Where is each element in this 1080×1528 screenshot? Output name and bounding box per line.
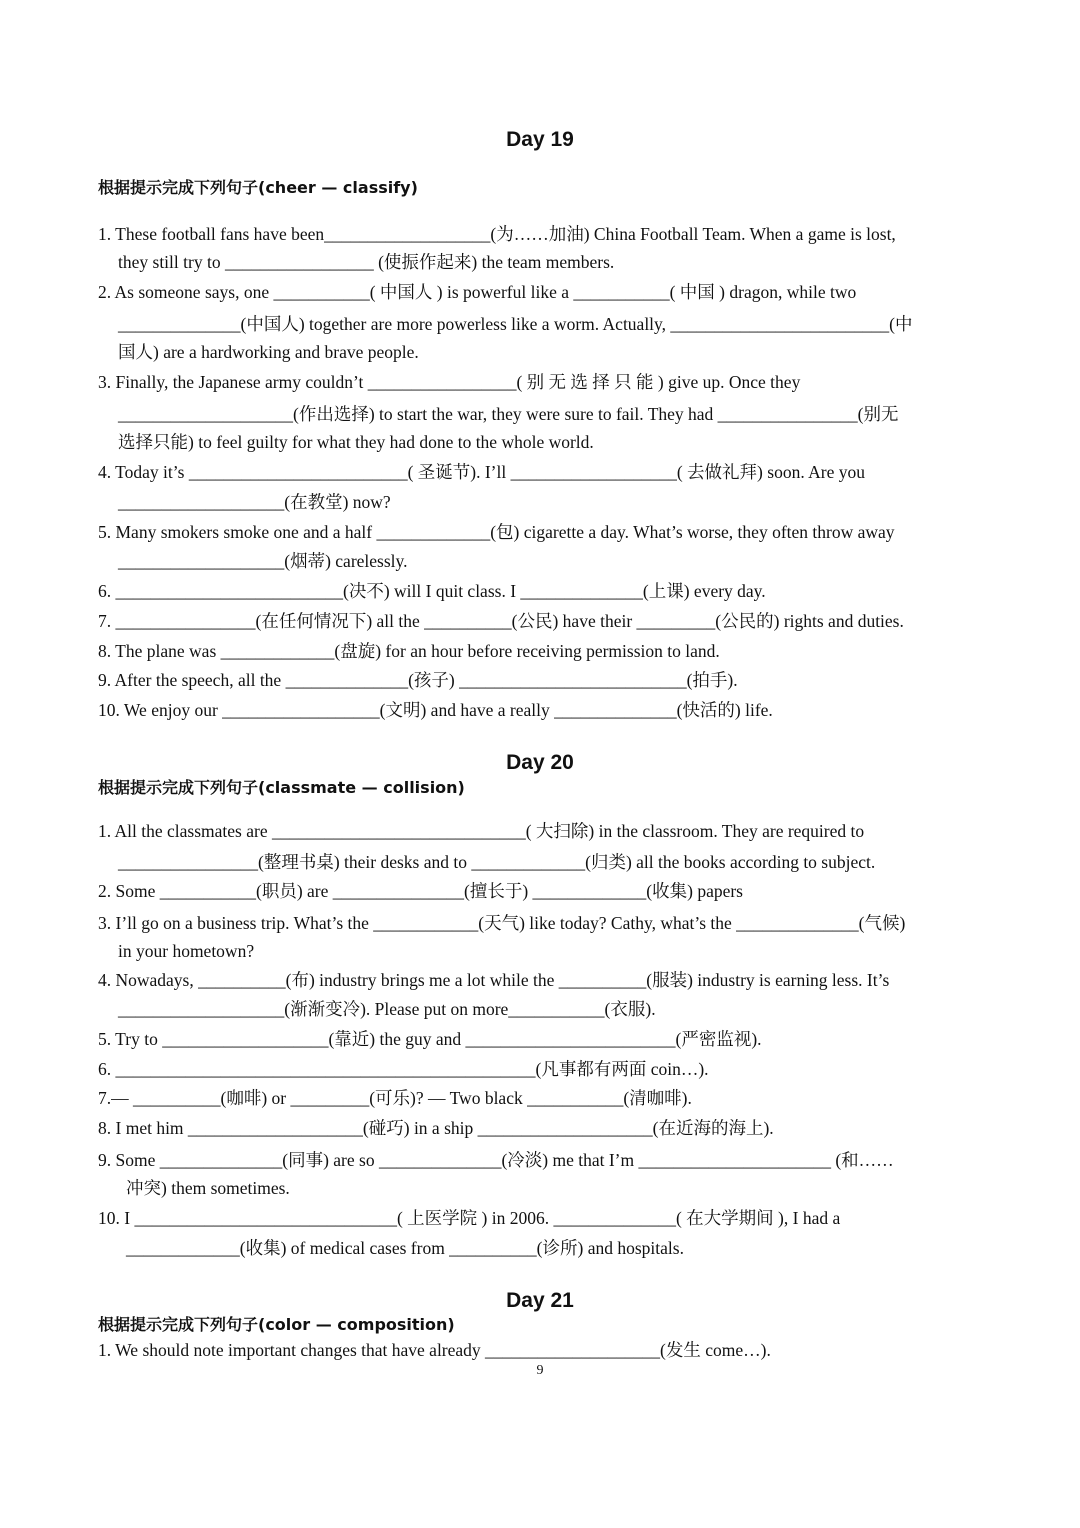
page-number: 9: [536, 1363, 544, 1378]
exercise-line: 8. The plane was _____________(盘旋) for an hour before receiving permission to land.: [98, 641, 720, 661]
section-title-day-21: Day 21: [506, 1289, 574, 1312]
exercise-line: they still try to _________________ (使振作起来) the team members.: [118, 252, 615, 272]
exercise-line: 1. We should note important changes that have already ____________________(发生 come…).: [98, 1340, 771, 1360]
exercise-line: 7. ________________(在任何情况下) all the __________(公民) have their _________(公民的) rights and duties.: [98, 611, 904, 631]
exercise-line: 10. We enjoy our __________________(文明) and have a really ______________(快活的) life.: [98, 700, 773, 720]
exercise-line: 2. Some ___________(职员) are _______________(擅长于) _____________(收集) papers: [98, 881, 743, 901]
section-title-day-19: Day 19: [506, 128, 574, 151]
exercise-line: 2. As someone says, one ___________( 中国人 ) is powerful like a ___________( 中国 ) dragon, while two: [98, 282, 857, 302]
exercise-line: 1. These football fans have been___________________(为……加油) China Football Team. When a game is lost,: [98, 224, 896, 244]
exercise-line: 3. I’ll go on a business trip. What’s the ____________(天气) like today? Cathy, what’s the ______________(气候): [98, 913, 906, 933]
exercise-line: 5. Many smokers smoke one and a half _____________(包) cigarette a day. What’s worse, they often throw away: [98, 522, 895, 542]
exercise-line: 5. Try to ___________________(靠近) the guy and ________________________(严密监视).: [98, 1029, 762, 1049]
exercise-line: 6. ________________________________________________(凡事都有两面 coin…).: [98, 1059, 709, 1079]
exercise-line: ___________________(在教堂) now?: [118, 492, 391, 512]
section-title-day-20: Day 20: [506, 751, 574, 774]
exercise-line: ____________________(作出选择) to start the war, they were sure to fail. They had ________________(别无: [118, 404, 899, 424]
exercise-line: 1. All the classmates are _____________________________( 大扫除) in the classroom. They are required to: [98, 821, 865, 841]
section-instruction-day-20: 根据提示完成下列句子(classmate — collision): [98, 778, 465, 797]
exercise-line: ___________________(烟蒂) carelessly.: [118, 551, 408, 571]
exercise-line: 6. __________________________(决不) will I quit class. I ______________(上课) every day.: [98, 581, 766, 601]
exercise-line: 10. I ______________________________( 上医学院 ) in 2006. ______________( 在大学期间 ), I had a: [98, 1208, 841, 1228]
exercise-line: 3. Finally, the Japanese army couldn’t _________________( 别 无 选 择 只 能 ) give up. Once they: [98, 372, 801, 392]
exercise-line: _____________(收集) of medical cases from __________(诊所) and hospitals.: [126, 1238, 684, 1258]
exercise-line: ________________(整理书桌) their desks and to _____________(归类) all the books according to subject.: [118, 852, 876, 872]
exercise-line: ______________(中国人) together are more powerless like a worm. Actually, _________________________(中: [118, 314, 913, 334]
exercise-line: 国人) are a hardworking and brave people.: [118, 342, 419, 362]
section-instruction-day-19: 根据提示完成下列句子(cheer — classify): [98, 178, 418, 197]
exercise-line: 7.— __________(咖啡) or _________(可乐)? — Two black ___________(清咖啡).: [98, 1088, 692, 1108]
exercise-line: 4. Today it’s _________________________( 圣诞节). I’ll ___________________( 去做礼拜) soon. Are you: [98, 462, 865, 482]
exercise-line: 4. Nowadays, __________(布) industry brings me a lot while the __________(服装) industry is earning less. It’s: [98, 970, 890, 990]
exercise-line: 选择只能) to feel guilty for what they had done to the whole world.: [118, 432, 594, 452]
exercise-line: 9. After the speech, all the ______________(孩子) __________________________(拍手).: [98, 670, 738, 690]
exercise-line: in your hometown?: [118, 941, 255, 961]
exercise-line: 9. Some ______________(同事) are so ______________(冷淡) me that I’m ______________________ (和……: [98, 1150, 894, 1170]
exercise-line: ___________________(渐渐变冷). Please put on more___________(衣服).: [118, 999, 656, 1019]
exercise-line: 冲突) them sometimes.: [126, 1178, 290, 1198]
section-instruction-day-21: 根据提示完成下列句子(color — composition): [98, 1315, 455, 1334]
exercise-line: 8. I met him ____________________(碰巧) in a ship ____________________(在近海的海上).: [98, 1118, 774, 1138]
